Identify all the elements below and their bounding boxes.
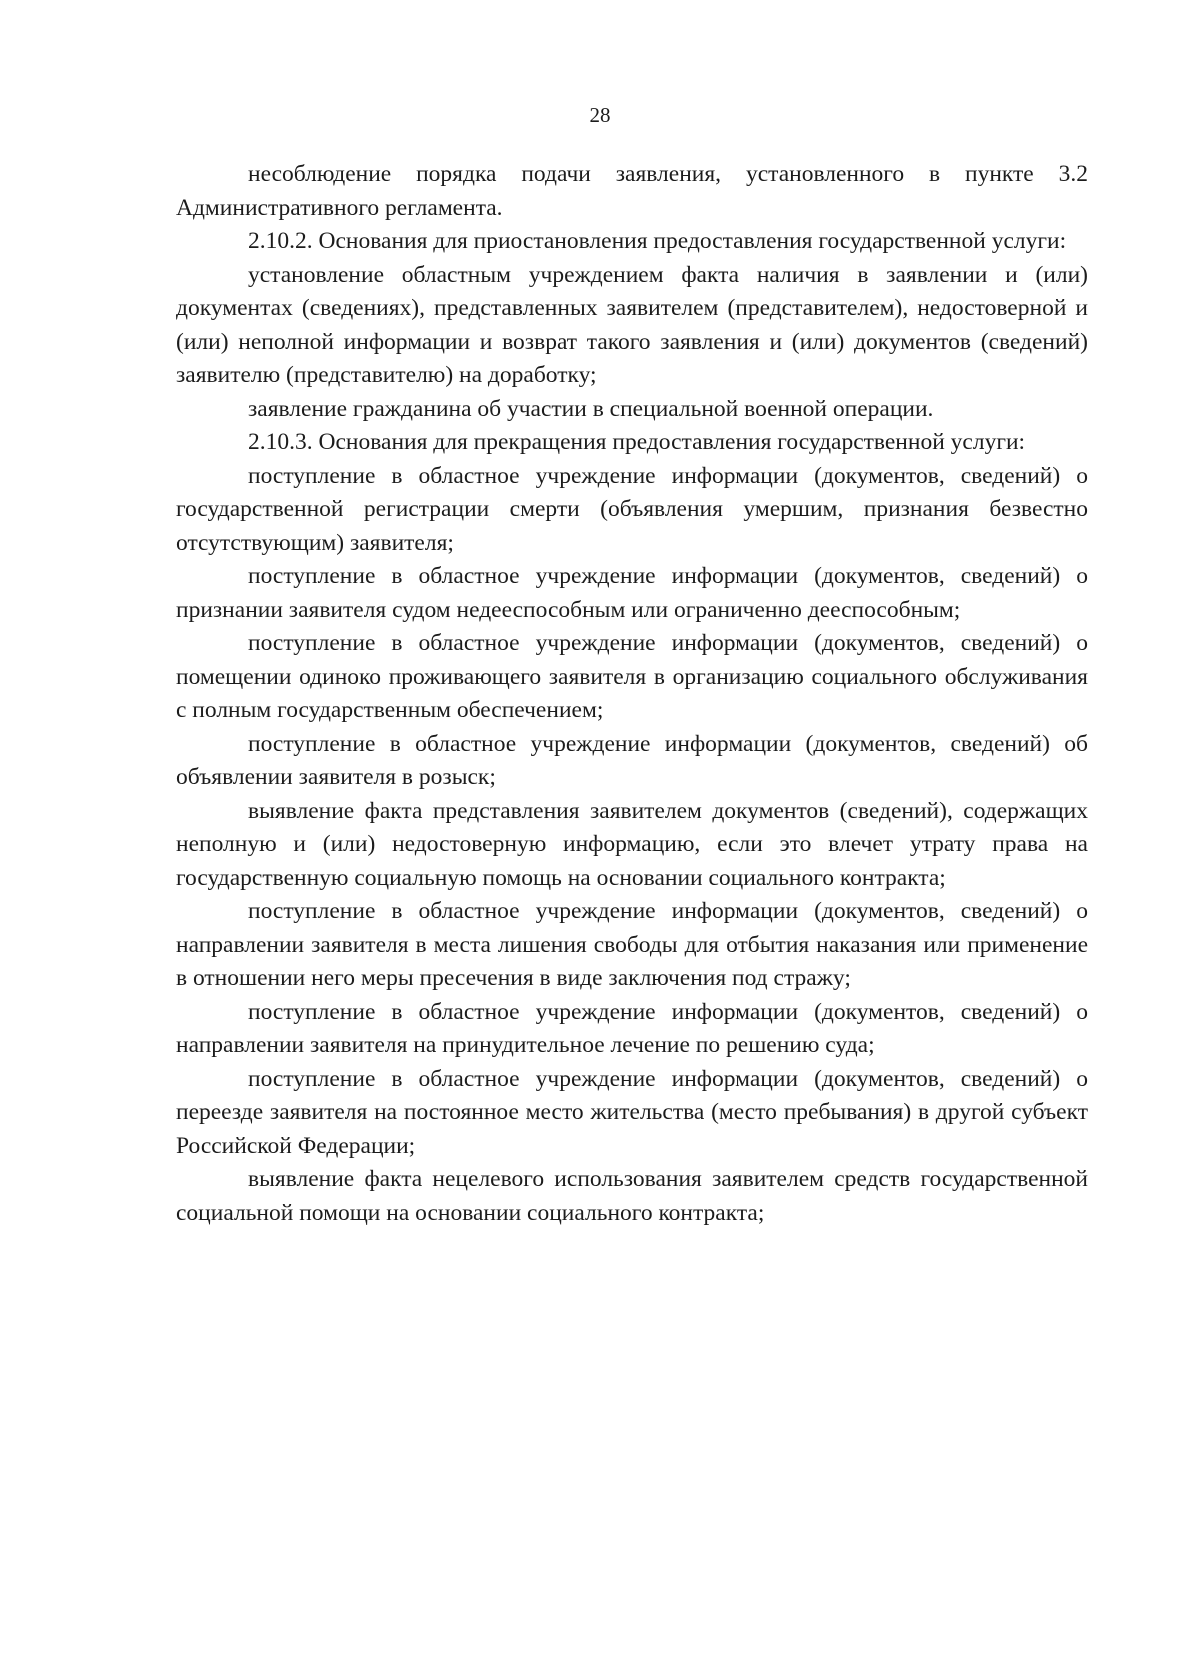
paragraph: выявление факта нецелевого использования заявителем средств государственной социальной помощи на основании социального контракта; (176, 1166, 1088, 1226)
paragraph: выявление факта представления заявителем документов (сведений), содержащих неполную и (или) недостоверную информацию, если это влечет утрату права на государственную социальную помощь на основании социального контракта; (176, 797, 1088, 891)
paragraph: поступление в областное учреждение информации (документов, сведений) о государственной регистрации смерти (объявления умершим, признания безвестно отсутствующим) заявителя; (176, 462, 1088, 556)
section-heading: 2.10.3. Основания для прекращения предоставления государственной услуги: (248, 429, 1026, 455)
paragraph: поступление в областное учреждение информации (документов, сведений) об объявлении заявителя в розыск; (176, 730, 1088, 790)
paragraph: поступление в областное учреждение информации (документов, сведений) о направлении заявителя в места лишения свободы для отбытия наказания или применение в отношении него меры пресечения в виде заключения под стражу; (176, 898, 1088, 991)
section-heading: 2.10.2. Основания для приостановления предоставления государственной услуги: (248, 228, 1067, 254)
document-body (176, 158, 1088, 1230)
page-number: 28 (589, 103, 611, 127)
paragraph: поступление в областное учреждение информации (документов, сведений) о помещении одиноко проживающего заявителя в организацию социального обслуживания с полным государственным обеспечением; (176, 630, 1088, 723)
paragraph: поступление в областное учреждение информации (документов, сведений) о направлении заявителя на принудительное лечение по решению суда; (176, 998, 1088, 1058)
paragraph: несоблюдение порядка подачи заявления, установленного в пункте 3.2 Административного регламента. (176, 161, 1088, 221)
paragraph: установление областным учреждением факта наличия в заявлении и (или) документах (сведениях), представленных заявителем (представителем), недостоверной и (или) неполной информации и возврат такого заявления и (или) документов (сведений) заявителю (представителю) на доработку; (176, 261, 1088, 388)
paragraph: поступление в областное учреждение информации (документов, сведений) о признании заявителя судом недееспособным или ограниченно дееспособным; (176, 563, 1088, 623)
paragraph: поступление в областное учреждение информации (документов, сведений) о переезде заявителя на постоянное место жительства (место пребывания) в другой субъект Российской Федерации; (176, 1065, 1088, 1159)
paragraph: заявление гражданина об участии в специальной военной операции. (248, 395, 934, 422)
